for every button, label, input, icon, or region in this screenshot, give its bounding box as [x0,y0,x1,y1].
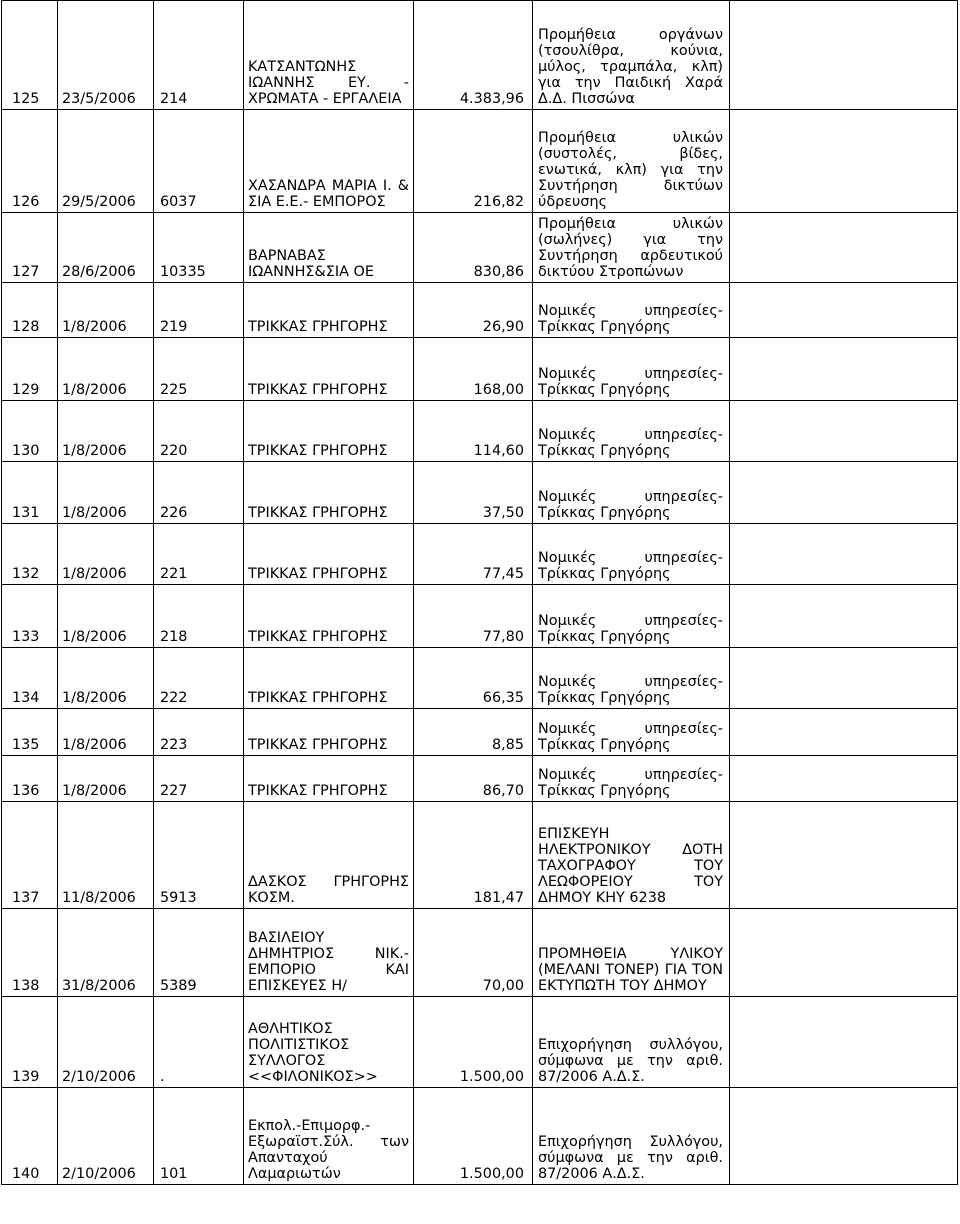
row-reference: 5389 [154,909,244,997]
row-date: 1/8/2006 [58,283,154,338]
row-number: 128 [2,283,58,338]
row-supplier-name: ΤΡΙΚΚΑΣ ΓΡΗΓΟΡΗΣ [244,338,414,401]
row-empty-cell [730,802,958,909]
row-date: 1/8/2006 [58,401,154,462]
row-supplier-name: ΤΡΙΚΚΑΣ ΓΡΗΓΟΡΗΣ [244,585,414,648]
row-empty-cell [730,709,958,756]
row-description: Νομικές υπηρεσίες- Τρίκκας Γρηγόρης [533,338,730,401]
row-date: 31/8/2006 [58,909,154,997]
row-supplier-name: ΒΑΡΝΑΒΑΣ ΙΩΑΝΝΗΣ&ΣΙΑ ΟΕ [244,213,414,283]
row-number: 134 [2,648,58,709]
row-amount: 37,50 [414,462,533,524]
row-supplier-name: Εκπολ.-Επιμορφ.- Εξωραϊστ.Σύλ. των Απανταχού Λαμαριωτών [244,1088,414,1185]
row-description: Νομικές υπηρεσίες- Τρίκκας Γρηγόρης [533,756,730,802]
row-number: 139 [2,997,58,1088]
row-date: 1/8/2006 [58,756,154,802]
row-amount: 66,35 [414,648,533,709]
row-amount: 1.500,00 [414,997,533,1088]
row-amount: 830,86 [414,213,533,283]
row-supplier-name: ΤΡΙΚΚΑΣ ΓΡΗΓΟΡΗΣ [244,756,414,802]
row-reference: 5913 [154,802,244,909]
row-empty-cell [730,756,958,802]
table-body [2,1,958,1185]
row-description: Νομικές υπηρεσίες- Τρίκκας Γρηγόρης [533,648,730,709]
row-reference: 214 [154,1,244,110]
table-row [2,401,958,462]
row-description: Νομικές υπηρεσίες- Τρίκκας Γρηγόρης [533,283,730,338]
row-supplier-name: ΔΑΣΚΟΣ ΓΡΗΓΟΡΗΣ ΚΟΣΜ. [244,802,414,909]
row-reference: . [154,997,244,1088]
row-empty-cell [730,648,958,709]
table-row [2,1088,958,1185]
table-row [2,648,958,709]
row-description: Επιχορήγηση συλλόγου, σύμφωνα με την αριθ. 87/2006 Α.Δ.Σ. [533,997,730,1088]
row-date: 2/10/2006 [58,1088,154,1185]
row-date: 1/8/2006 [58,462,154,524]
row-supplier-name: ΤΡΙΚΚΑΣ ΓΡΗΓΟΡΗΣ [244,524,414,585]
row-amount: 168,00 [414,338,533,401]
table-row [2,338,958,401]
row-date: 1/8/2006 [58,648,154,709]
row-number: 129 [2,338,58,401]
row-date: 29/5/2006 [58,110,154,213]
row-empty-cell [730,462,958,524]
table-row [2,997,958,1088]
row-amount: 181,47 [414,802,533,909]
row-date: 23/5/2006 [58,1,154,110]
row-description: Επιχορήγηση Συλλόγου, σύμφωνα με την αριθ. 87/2006 Α.Δ.Σ. [533,1088,730,1185]
row-number: 131 [2,462,58,524]
row-amount: 70,00 [414,909,533,997]
row-amount: 26,90 [414,283,533,338]
table-row [2,756,958,802]
row-description: Νομικές υπηρεσίες- Τρίκκας Γρηγόρης [533,462,730,524]
table-row [2,110,958,213]
row-amount: 77,45 [414,524,533,585]
row-supplier-name: ΤΡΙΚΚΑΣ ΓΡΗΓΟΡΗΣ [244,648,414,709]
row-reference: 225 [154,338,244,401]
row-reference: 218 [154,585,244,648]
row-empty-cell [730,524,958,585]
row-amount: 77,80 [414,585,533,648]
row-number: 136 [2,756,58,802]
row-description: Προμήθεια υλικών (συστολές, βίδες, ενωτικά, κλπ) για την Συντήρηση δικτύων ύδρευσης [533,110,730,213]
row-reference: 10335 [154,213,244,283]
row-empty-cell [730,110,958,213]
table-row [2,709,958,756]
row-amount: 8,85 [414,709,533,756]
row-empty-cell [730,909,958,997]
row-number: 126 [2,110,58,213]
row-reference: 6037 [154,110,244,213]
table-row [2,462,958,524]
row-empty-cell [730,401,958,462]
table-row [2,283,958,338]
table-row [2,524,958,585]
row-description: Νομικές υπηρεσίες- Τρίκκας Γρηγόρης [533,401,730,462]
table-row [2,909,958,997]
row-supplier-name: ΤΡΙΚΚΑΣ ΓΡΗΓΟΡΗΣ [244,709,414,756]
row-empty-cell [730,338,958,401]
row-empty-cell [730,213,958,283]
row-description: Νομικές υπηρεσίες- Τρίκκας Γρηγόρης [533,709,730,756]
row-description: Προμήθεια υλικών (σωλήνες) για την Συντήρηση αρδευτικού δικτύου Στροπώνων [533,213,730,283]
row-date: 1/8/2006 [58,709,154,756]
row-date: 1/8/2006 [58,524,154,585]
row-supplier-name: ΤΡΙΚΚΑΣ ΓΡΗΓΟΡΗΣ [244,462,414,524]
row-date: 1/8/2006 [58,338,154,401]
table-row [2,213,958,283]
row-amount: 216,82 [414,110,533,213]
row-supplier-name: ΑΘΛΗΤΙΚΟΣ ΠΟΛΙΤΙΣΤΙΚΟΣ ΣΥΛΛΟΓΟΣ <<ΦΙΛΟΝΙΚΟΣ>> [244,997,414,1088]
payments-table [1,0,958,1185]
row-reference: 219 [154,283,244,338]
row-description: Προμήθεια οργάνων (τσουλίθρα, κούνια, μύλος, τραμπάλα, κλπ) για την Παιδική Χαρά Δ.Δ. Πισσώνα [533,1,730,110]
row-supplier-name: ΤΡΙΚΚΑΣ ΓΡΗΓΟΡΗΣ [244,283,414,338]
row-empty-cell [730,1088,958,1185]
table-row [2,585,958,648]
row-date: 2/10/2006 [58,997,154,1088]
row-supplier-name: ΒΑΣΙΛΕΙΟΥ ΔΗΜΗΤΡΙΟΣ ΝΙΚ.- ΕΜΠΟΡΙΟ ΚΑΙ ΕΠΙΣΚΕΥΕΣ Η/ [244,909,414,997]
table-row [2,1,958,110]
row-reference: 101 [154,1088,244,1185]
row-description: ΠΡΟΜΗΘΕΙΑ ΥΛΙΚΟΥ (ΜΕΛΑΝΙ ΤΟΝΕΡ) ΓΙΑ ΤΟΝ ΕΚΤΥΠΩΤΗ ΤΟΥ ΔΗΜΟΥ [533,909,730,997]
row-amount: 1.500,00 [414,1088,533,1185]
row-reference: 226 [154,462,244,524]
row-empty-cell [730,997,958,1088]
row-reference: 222 [154,648,244,709]
table-row [2,802,958,909]
row-supplier-name: ΧΑΣΑΝΔΡΑ ΜΑΡΙΑ Ι. & ΣΙΑ Ε.Ε.- ΕΜΠΟΡΟΣ [244,110,414,213]
row-supplier-name: ΚΑΤΣΑΝΤΩΝΗΣ ΙΩΑΝΝΗΣ ΕΥ. - ΧΡΩΜΑΤΑ - ΕΡΓΑΛΕΙΑ [244,1,414,110]
row-number: 138 [2,909,58,997]
row-date: 11/8/2006 [58,802,154,909]
row-number: 127 [2,213,58,283]
row-amount: 86,70 [414,756,533,802]
row-reference: 223 [154,709,244,756]
row-amount: 114,60 [414,401,533,462]
row-empty-cell [730,585,958,648]
row-empty-cell [730,1,958,110]
row-description: Νομικές υπηρεσίες- Τρίκκας Γρηγόρης [533,524,730,585]
row-reference: 220 [154,401,244,462]
row-amount: 4.383,96 [414,1,533,110]
row-number: 133 [2,585,58,648]
row-number: 125 [2,1,58,110]
row-number: 130 [2,401,58,462]
row-reference: 227 [154,756,244,802]
row-reference: 221 [154,524,244,585]
row-supplier-name: ΤΡΙΚΚΑΣ ΓΡΗΓΟΡΗΣ [244,401,414,462]
row-number: 140 [2,1088,58,1185]
row-date: 28/6/2006 [58,213,154,283]
row-number: 137 [2,802,58,909]
row-description: ΕΠΙΣΚΕΥΗ ΗΛΕΚΤΡΟΝΙΚΟΥ ΔΟΤΗ ΤΑΧΟΓΡΑΦΟΥ ΤΟΥ ΛΕΩΦΟΡΕΙΟΥ ΤΟΥ ΔΗΜΟΥ ΚΗΥ 6238 [533,802,730,909]
row-date: 1/8/2006 [58,585,154,648]
row-empty-cell [730,283,958,338]
row-number: 132 [2,524,58,585]
row-description: Νομικές υπηρεσίες- Τρίκκας Γρηγόρης [533,585,730,648]
row-number: 135 [2,709,58,756]
